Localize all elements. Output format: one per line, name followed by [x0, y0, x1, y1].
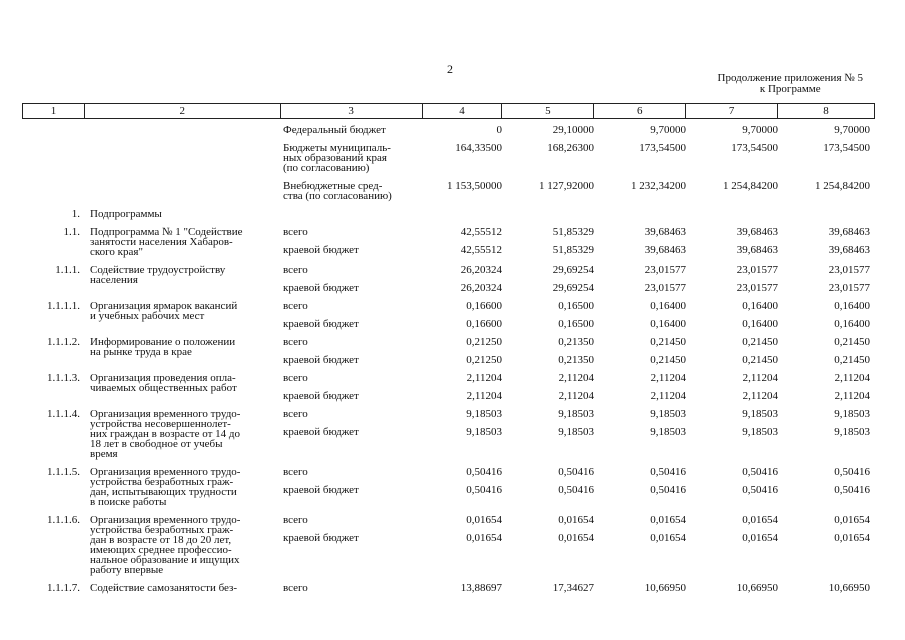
value-col-4: 0,21250 — [466, 336, 502, 348]
funding-source: всего — [283, 514, 308, 526]
value-col-5: 0,50416 — [558, 466, 594, 478]
value-col-6: 9,18503 — [650, 426, 686, 438]
continuation-line-2: к Программе — [759, 83, 821, 95]
value-col-4: 2,11204 — [466, 372, 502, 384]
value-col-8: 9,18503 — [834, 408, 870, 420]
row-name: Подпрограмма № 1 "Содействие занятости населения Хабаров- ского края" — [90, 226, 243, 258]
value-col-7: 0,01654 — [742, 514, 778, 526]
value-col-4: 26,20324 — [460, 264, 502, 276]
funding-source: краевой бюджет — [283, 354, 359, 366]
continuation-line-1: Продолжение приложения № 5 — [717, 72, 863, 84]
value-col-5: 51,85329 — [552, 244, 594, 256]
value-col-6: 0,21450 — [650, 336, 686, 348]
value-col-8: 173,54500 — [823, 142, 870, 154]
value-col-8: 9,18503 — [834, 426, 870, 438]
value-col-6: 10,66950 — [644, 582, 686, 594]
value-col-5: 17,34627 — [552, 582, 594, 594]
value-col-5: 2,11204 — [558, 390, 594, 402]
value-col-4: 0,16600 — [466, 300, 502, 312]
value-col-5: 2,11204 — [558, 372, 594, 384]
value-col-7: 0,21450 — [742, 354, 778, 366]
value-col-5: 168,26300 — [547, 142, 594, 154]
row-name: Содействие трудоустройству населения — [90, 264, 226, 286]
value-col-8: 1 254,84200 — [815, 180, 870, 192]
value-col-8: 0,16400 — [834, 300, 870, 312]
value-col-8: 23,01577 — [828, 282, 870, 294]
value-col-7: 39,68463 — [736, 244, 778, 256]
row-code: 1.1.1.7. — [47, 582, 80, 594]
value-col-5: 0,16500 — [558, 300, 594, 312]
header-col-2: 2 — [84, 104, 280, 119]
funding-source: краевой бюджет — [283, 282, 359, 294]
value-col-7: 0,01654 — [742, 532, 778, 544]
value-col-4: 164,33500 — [455, 142, 502, 154]
row-code: 1.1.1.1. — [47, 300, 80, 312]
value-col-8: 0,16400 — [834, 318, 870, 330]
value-col-8: 39,68463 — [828, 226, 870, 238]
funding-source: всего — [283, 336, 308, 348]
value-col-8: 39,68463 — [828, 244, 870, 256]
value-col-7: 0,50416 — [742, 466, 778, 478]
value-col-6: 173,54500 — [639, 142, 686, 154]
value-col-7: 10,66950 — [736, 582, 778, 594]
value-col-7: 173,54500 — [731, 142, 778, 154]
value-col-5: 0,01654 — [558, 514, 594, 526]
header-col-7: 7 — [686, 104, 778, 119]
row-name: Организация временного трудо- устройства безработных граж- дан в возрасте от 18 до 20 лет, имеющих среднее профессио- нальное образование и ищущих работу впервые — [90, 514, 241, 576]
row-name: Организация ярмарок вакансий и учебных рабочих мест — [90, 300, 238, 322]
value-col-7: 9,18503 — [742, 408, 778, 420]
value-col-6: 23,01577 — [644, 264, 686, 276]
value-col-8: 0,21450 — [834, 354, 870, 366]
value-col-7: 0,16400 — [742, 300, 778, 312]
value-col-6: 0,01654 — [650, 532, 686, 544]
funding-source: краевой бюджет — [283, 484, 359, 496]
value-col-5: 29,69254 — [552, 264, 594, 276]
value-col-7: 0,16400 — [742, 318, 778, 330]
row-name: Подпрограммы — [90, 208, 162, 220]
row-code: 1. — [71, 208, 80, 220]
value-col-4: 26,20324 — [460, 282, 502, 294]
value-col-8: 0,50416 — [834, 484, 870, 496]
funding-source: Бюджеты муниципаль- ных образований края (по согласованию) — [283, 142, 391, 174]
row-code: 1.1.1.4. — [47, 408, 80, 420]
value-col-7: 9,70000 — [742, 124, 778, 136]
funding-source: Федеральный бюджет — [283, 124, 386, 136]
value-col-6: 2,11204 — [650, 372, 686, 384]
funding-source: всего — [283, 226, 308, 238]
header-col-1: 1 — [23, 104, 85, 119]
value-col-6: 2,11204 — [650, 390, 686, 402]
value-col-5: 29,10000 — [552, 124, 594, 136]
value-col-4: 0,01654 — [466, 532, 502, 544]
value-col-8: 0,01654 — [834, 532, 870, 544]
value-col-4: 0,50416 — [466, 484, 502, 496]
value-col-4: 2,11204 — [466, 390, 502, 402]
value-col-8: 10,66950 — [828, 582, 870, 594]
funding-source: всего — [283, 300, 308, 312]
value-col-7: 0,50416 — [742, 484, 778, 496]
row-code: 1.1.1.2. — [47, 336, 80, 348]
value-col-7: 23,01577 — [736, 264, 778, 276]
value-col-8: 23,01577 — [828, 264, 870, 276]
row-code: 1.1.1. — [55, 264, 80, 276]
value-col-6: 0,50416 — [650, 484, 686, 496]
value-col-6: 9,18503 — [650, 408, 686, 420]
value-col-6: 23,01577 — [644, 282, 686, 294]
value-col-4: 0,50416 — [466, 466, 502, 478]
value-col-6: 0,21450 — [650, 354, 686, 366]
value-col-4: 0,21250 — [466, 354, 502, 366]
value-col-7: 2,11204 — [742, 372, 778, 384]
funding-source: краевой бюджет — [283, 318, 359, 330]
value-col-8: 0,21450 — [834, 336, 870, 348]
value-col-6: 0,01654 — [650, 514, 686, 526]
value-col-5: 9,18503 — [558, 426, 594, 438]
header-col-5: 5 — [502, 104, 594, 119]
value-col-6: 0,50416 — [650, 466, 686, 478]
value-col-4: 13,88697 — [460, 582, 502, 594]
value-col-5: 0,16500 — [558, 318, 594, 330]
column-number-header — [22, 103, 875, 119]
funding-source: Внебюджетные сред- ства (по согласованию) — [283, 180, 392, 202]
value-col-8: 0,50416 — [834, 466, 870, 478]
row-code: 1.1.1.6. — [47, 514, 80, 526]
value-col-7: 1 254,84200 — [723, 180, 778, 192]
funding-source: краевой бюджет — [283, 244, 359, 256]
header-col-4: 4 — [422, 104, 502, 119]
value-col-6: 0,16400 — [650, 318, 686, 330]
value-col-8: 9,70000 — [834, 124, 870, 136]
row-name: Организация временного трудо- устройства несовершеннолет- них граждан в возрасте от 14 до 18 лет в свободное от учебы время — [90, 408, 241, 460]
value-col-5: 0,50416 — [558, 484, 594, 496]
value-col-8: 2,11204 — [834, 390, 870, 402]
header-col-6: 6 — [594, 104, 686, 119]
value-col-7: 2,11204 — [742, 390, 778, 402]
funding-source: краевой бюджет — [283, 426, 359, 438]
value-col-4: 42,55512 — [460, 226, 502, 238]
value-col-5: 0,01654 — [558, 532, 594, 544]
value-col-8: 0,01654 — [834, 514, 870, 526]
row-name: Содействие самозанятости без- — [90, 582, 238, 594]
value-col-4: 9,18503 — [466, 426, 502, 438]
value-col-6: 39,68463 — [644, 226, 686, 238]
value-col-7: 0,21450 — [742, 336, 778, 348]
header-col-8: 8 — [778, 104, 875, 119]
value-col-5: 29,69254 — [552, 282, 594, 294]
funding-source: всего — [283, 582, 308, 594]
value-col-4: 42,55512 — [460, 244, 502, 256]
value-col-6: 0,16400 — [650, 300, 686, 312]
value-col-4: 9,18503 — [466, 408, 502, 420]
funding-source: всего — [283, 408, 308, 420]
value-col-4: 0,16600 — [466, 318, 502, 330]
funding-source: краевой бюджет — [283, 390, 359, 402]
value-col-8: 2,11204 — [834, 372, 870, 384]
funding-source: всего — [283, 372, 308, 384]
row-name: Организация проведения опла- чиваемых общественных работ — [90, 372, 237, 394]
row-name: Информирование о положении на рынке труда в крае — [90, 336, 236, 358]
row-code: 1.1. — [63, 226, 80, 238]
funding-source: всего — [283, 466, 308, 478]
value-col-7: 23,01577 — [736, 282, 778, 294]
value-col-6: 1 232,34200 — [631, 180, 686, 192]
value-col-4: 0,01654 — [466, 514, 502, 526]
value-col-5: 51,85329 — [552, 226, 594, 238]
value-col-5: 9,18503 — [558, 408, 594, 420]
row-name: Организация временного трудо- устройства безработных граж- дан, испытывающих трудности в поиске работы — [90, 466, 241, 508]
value-col-4: 0 — [496, 124, 502, 136]
header-col-3: 3 — [280, 104, 422, 119]
value-col-5: 0,21350 — [558, 354, 594, 366]
value-col-5: 1 127,92000 — [539, 180, 594, 192]
value-col-6: 39,68463 — [644, 244, 686, 256]
page-number: 2 — [447, 62, 453, 76]
value-col-6: 9,70000 — [650, 124, 686, 136]
appendix-continuation-note — [718, 73, 863, 95]
value-col-4: 1 153,50000 — [447, 180, 502, 192]
value-col-7: 39,68463 — [736, 226, 778, 238]
funding-source: краевой бюджет — [283, 532, 359, 544]
row-code: 1.1.1.5. — [47, 466, 80, 478]
funding-source: всего — [283, 264, 308, 276]
row-code: 1.1.1.3. — [47, 372, 80, 384]
value-col-5: 0,21350 — [558, 336, 594, 348]
value-col-7: 9,18503 — [742, 426, 778, 438]
